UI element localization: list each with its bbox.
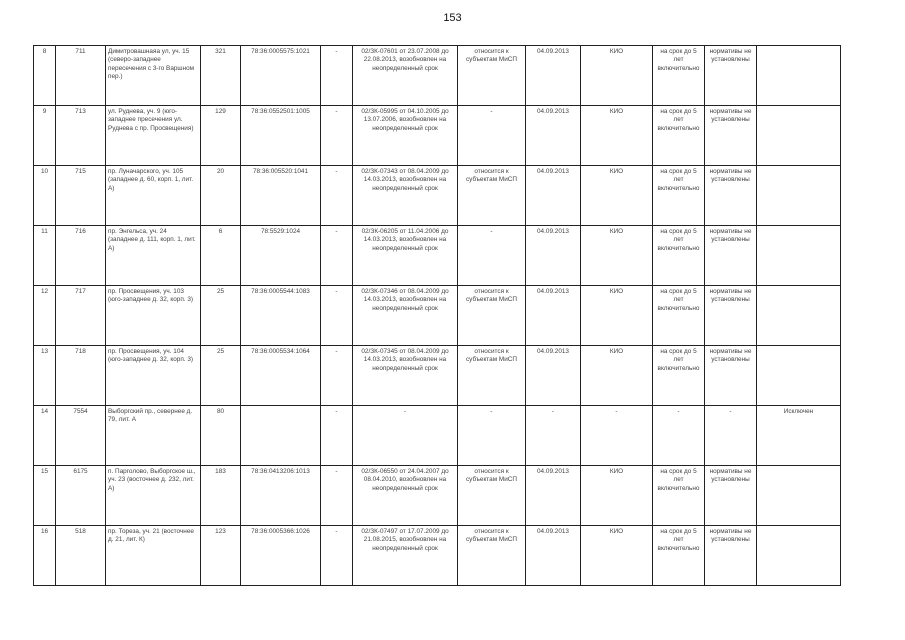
column-5-cell: - (321, 346, 353, 406)
table-row (34, 166, 841, 226)
cadastral-number-cell: 78:36:0552501:1005 (241, 106, 321, 166)
area-cell: 25 (201, 286, 241, 346)
cadastral-number-cell (241, 406, 321, 466)
note-cell (757, 106, 841, 166)
address-cell: пр. Просвещения, уч. 103 (юго-западнее д. 32, корп. 3) (106, 286, 201, 346)
area-cell: 129 (201, 106, 241, 166)
term-cell: на срок до 5 лет включительно (653, 46, 705, 106)
decision-cell: 02/ЗК-07343 от 08.04.2009 до 14.03.2013, возобновлен на неопределенный срок (353, 166, 458, 226)
category-cell: - (458, 406, 526, 466)
row-number-cell: 10 (34, 166, 56, 226)
table-row (34, 406, 841, 466)
address-cell: пр. Тореза, уч. 21 (восточнее д. 21, лит. К) (106, 526, 201, 586)
cadastral-number-cell: 78:36:005520:1041 (241, 166, 321, 226)
row-number-cell: 14 (34, 406, 56, 466)
row-number-cell: 15 (34, 466, 56, 526)
standard-cell: нормативы не установлены (705, 106, 757, 166)
note-cell (757, 226, 841, 286)
category-cell: относится к субъектам МиСП (458, 346, 526, 406)
address-cell: пр. Просвещения, уч. 104 (юго-западнее д. 32, корп. 3) (106, 346, 201, 406)
table-row (34, 346, 841, 406)
term-cell: на срок до 5 лет включительно (653, 466, 705, 526)
object-id-cell: 7554 (56, 406, 106, 466)
department-cell: КИО (581, 526, 653, 586)
row-number-cell: 12 (34, 286, 56, 346)
date-cell: 04.09.2013 (526, 226, 581, 286)
decision-cell: 02/ЗК-07346 от 08.04.2009 до 14.03.2013, возобновлен на неопределенный срок (353, 286, 458, 346)
category-cell: относится к субъектам МиСП (458, 46, 526, 106)
column-5-cell: - (321, 106, 353, 166)
category-cell: относится к субъектам МиСП (458, 166, 526, 226)
column-5-cell: - (321, 166, 353, 226)
table-row (34, 46, 841, 106)
object-id-cell: 716 (56, 226, 106, 286)
standard-cell: нормативы не установлены (705, 46, 757, 106)
cadastral-number-cell: 78:36:0005575:1021 (241, 46, 321, 106)
table-row (34, 466, 841, 526)
term-cell: - (653, 406, 705, 466)
decision-cell: 02/ЗК-05995 от 04.10.2005 до 13.07.2006, возобновлен на неопределенный срок (353, 106, 458, 166)
standard-cell: нормативы не установлены (705, 466, 757, 526)
area-cell: 20 (201, 166, 241, 226)
department-cell: КИО (581, 466, 653, 526)
column-5-cell: - (321, 526, 353, 586)
table-row (34, 526, 841, 586)
category-cell: - (458, 106, 526, 166)
note-cell (757, 466, 841, 526)
category-cell: относится к субъектам МиСП (458, 466, 526, 526)
department-cell: КИО (581, 166, 653, 226)
date-cell: 04.09.2013 (526, 466, 581, 526)
department-cell: КИО (581, 286, 653, 346)
area-cell: 25 (201, 346, 241, 406)
category-cell: относится к субъектам МиСП (458, 526, 526, 586)
column-5-cell: - (321, 466, 353, 526)
table-row (34, 106, 841, 166)
note-cell (757, 346, 841, 406)
column-5-cell: - (321, 286, 353, 346)
department-cell: КИО (581, 226, 653, 286)
row-number-cell: 8 (34, 46, 56, 106)
row-number-cell: 11 (34, 226, 56, 286)
decision-cell: 02/ЗК-06550 от 24.04.2007 до 08.04.2010, возобновлен на неопределенный срок (353, 466, 458, 526)
term-cell: на срок до 5 лет включительно (653, 106, 705, 166)
standard-cell: нормативы не установлены (705, 526, 757, 586)
table-row (34, 226, 841, 286)
area-cell: 321 (201, 46, 241, 106)
note-cell (757, 526, 841, 586)
address-cell: пр. Луначарского, уч. 105 (западнее д. 60, корп. 1, лит. А) (106, 166, 201, 226)
standard-cell: нормативы не установлены (705, 286, 757, 346)
decision-cell: 02/ЗК-07497 от 17.07.2009 до 21.08.2015, возобновлен на неопределенный срок (353, 526, 458, 586)
note-cell (757, 166, 841, 226)
area-cell: 6 (201, 226, 241, 286)
date-cell: 04.09.2013 (526, 106, 581, 166)
department-cell: КИО (581, 106, 653, 166)
address-cell: пр. Энгельса, уч. 24 (западнее д. 111, корп. 1, лит. А) (106, 226, 201, 286)
department-cell: КИО (581, 346, 653, 406)
decision-cell: 02/ЗК-07601 от 23.07.2008 до 22.08.2013, возобновлен на неопределенный срок (353, 46, 458, 106)
standard-cell: нормативы не установлены (705, 166, 757, 226)
column-5-cell: - (321, 406, 353, 466)
date-cell: - (526, 406, 581, 466)
date-cell: 04.09.2013 (526, 46, 581, 106)
object-id-cell: 715 (56, 166, 106, 226)
object-id-cell: 713 (56, 106, 106, 166)
department-cell: КИО (581, 46, 653, 106)
object-id-cell: 6175 (56, 466, 106, 526)
cadastral-number-cell: 78:36:0005366:1026 (241, 526, 321, 586)
object-id-cell: 711 (56, 46, 106, 106)
standard-cell: нормативы не установлены (705, 346, 757, 406)
department-cell: - (581, 406, 653, 466)
address-cell: ул. Руднева, уч. 9 (юго-западнее пресечения ул. Руднева с пр. Просвещения) (106, 106, 201, 166)
row-number-cell: 13 (34, 346, 56, 406)
page-number: 153 (443, 12, 462, 24)
date-cell: 04.09.2013 (526, 166, 581, 226)
area-cell: 183 (201, 466, 241, 526)
object-id-cell: 518 (56, 526, 106, 586)
address-cell: Выборгский пр., севернее д. 79, лит. А (106, 406, 201, 466)
date-cell: 04.09.2013 (526, 526, 581, 586)
decision-cell: 02/ЗК-06205 от 11.04.2006 до 14.03.2013, возобновлен на неопределенный срок (353, 226, 458, 286)
cadastral-number-cell: 78:36:0005544:1083 (241, 286, 321, 346)
area-cell: 80 (201, 406, 241, 466)
decision-cell: 02/ЗК-07345 от 08.04.2009 до 14.03.2013, возобновлен на неопределенный срок (353, 346, 458, 406)
category-cell: - (458, 226, 526, 286)
area-cell: 123 (201, 526, 241, 586)
table-row (34, 286, 841, 346)
cadastral-number-cell: 78:36:0005534:1064 (241, 346, 321, 406)
term-cell: на срок до 5 лет включительно (653, 166, 705, 226)
note-cell (757, 286, 841, 346)
decision-cell: - (353, 406, 458, 466)
category-cell: относится к субъектам МиСП (458, 286, 526, 346)
cadastral-number-cell: 78:36:0413206:1013 (241, 466, 321, 526)
row-number-cell: 16 (34, 526, 56, 586)
row-number-cell: 9 (34, 106, 56, 166)
date-cell: 04.09.2013 (526, 346, 581, 406)
address-cell: Димитровашнаяа ул, уч. 15 (северо-западнее пересечения с 3-го Варшном пер.) (106, 46, 201, 106)
cadastral-number-cell: 78:5529:1024 (241, 226, 321, 286)
standard-cell: нормативы не установлены (705, 226, 757, 286)
term-cell: на срок до 5 лет включительно (653, 346, 705, 406)
registry-table (33, 45, 841, 586)
address-cell: п. Парголово, Выборгское ш., уч. 23 (восточнее д. 232, лит. А) (106, 466, 201, 526)
term-cell: на срок до 5 лет включительно (653, 286, 705, 346)
object-id-cell: 718 (56, 346, 106, 406)
object-id-cell: 717 (56, 286, 106, 346)
note-cell: Исключен (757, 406, 841, 466)
column-5-cell: - (321, 46, 353, 106)
term-cell: на срок до 5 лет включительно (653, 526, 705, 586)
column-5-cell: - (321, 226, 353, 286)
standard-cell: - (705, 406, 757, 466)
note-cell (757, 46, 841, 106)
date-cell: 04.09.2013 (526, 286, 581, 346)
term-cell: на срок до 5 лет включительно (653, 226, 705, 286)
